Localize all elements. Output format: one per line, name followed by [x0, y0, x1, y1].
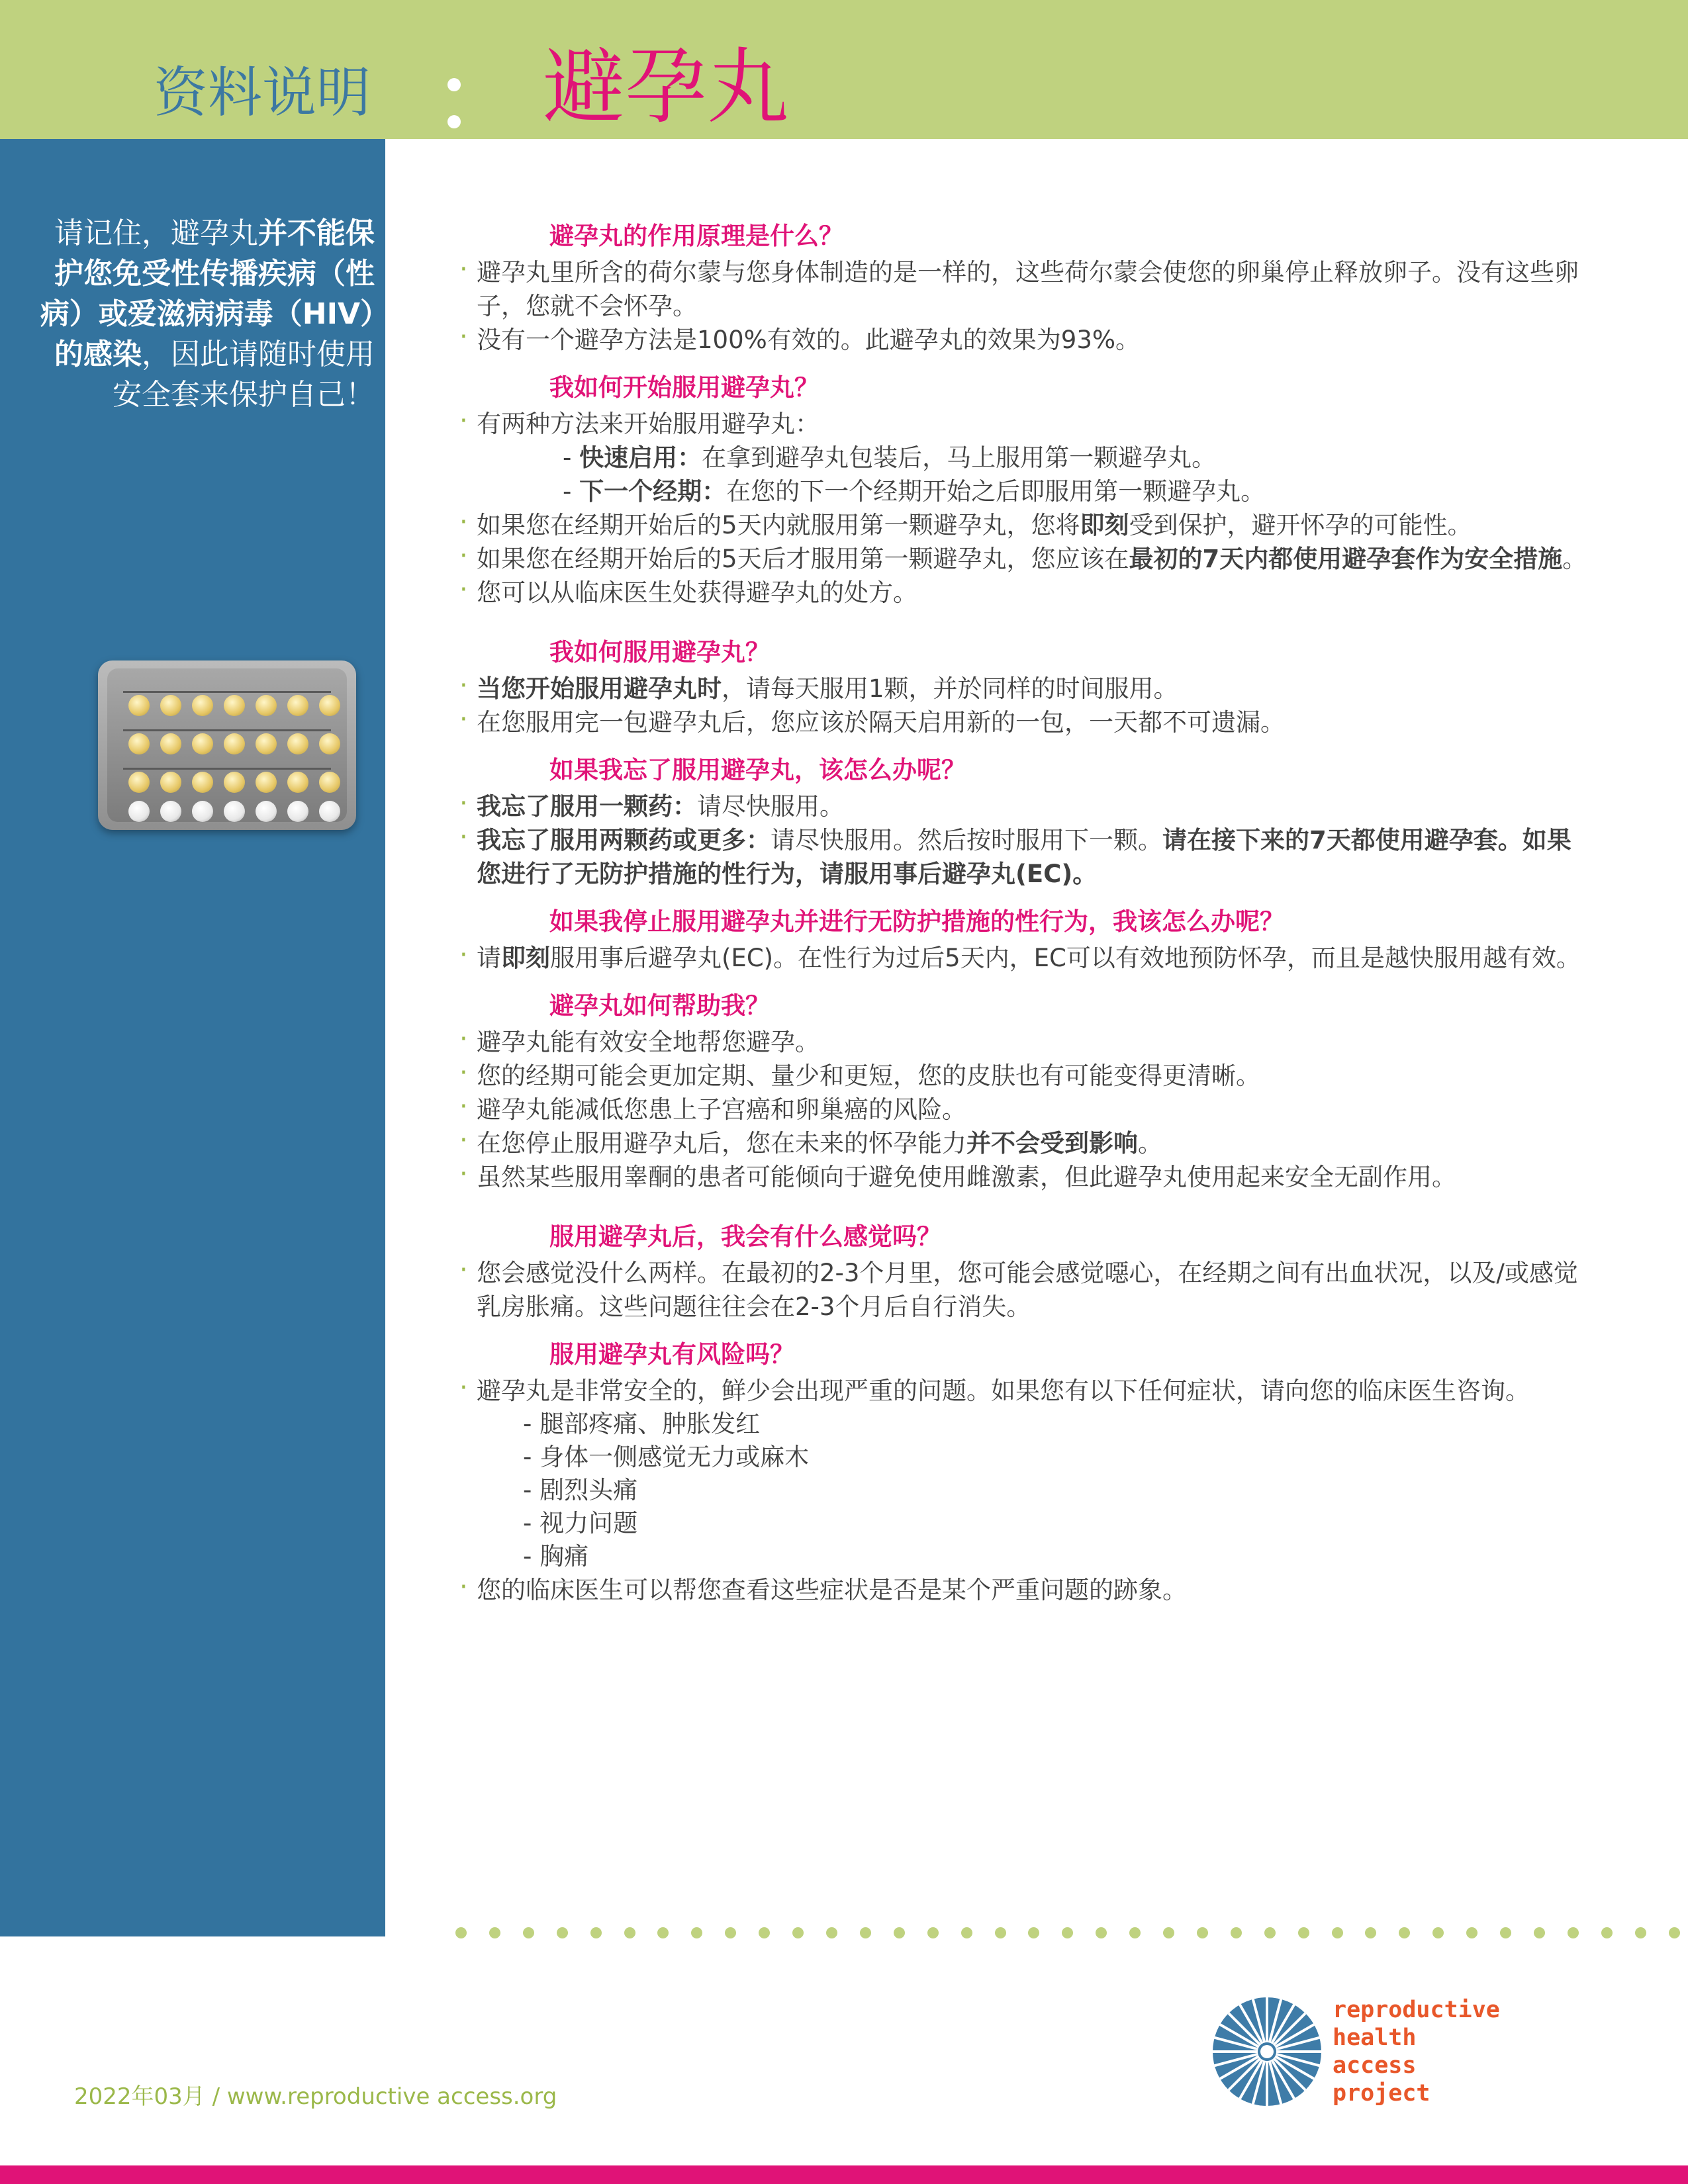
sub-item: [457, 1474, 1595, 1507]
divider-dot: [1197, 1927, 1208, 1938]
text-run: 服用事后避孕丸(EC)。在性行为过后5天内，EC可以有效地预防怀孕，而且是越快服用越有效。: [550, 944, 1581, 972]
bullet-item: [457, 1059, 1595, 1093]
divider-dot: [1432, 1927, 1444, 1938]
divider-dot: [927, 1927, 939, 1938]
faq-section: [457, 751, 1595, 891]
faq-section: [457, 369, 1595, 610]
divider-dot: [1028, 1927, 1039, 1938]
divider-dot: [1298, 1927, 1309, 1938]
text-run: - 身体一侧感觉无力或麻木: [523, 1443, 810, 1471]
bold-text: 快速启用：: [579, 443, 702, 472]
text-run: - 腿部疼痛、肿胀发红: [523, 1410, 761, 1438]
divider-dot: [1365, 1927, 1376, 1938]
divider-dot: [1096, 1927, 1107, 1938]
sub-item: [457, 1441, 1595, 1474]
text-run: ，请每天服用1颗，并於同样的时间服用。: [722, 674, 1178, 703]
page-title: 避孕丸: [543, 40, 790, 135]
divider-dot: [1264, 1927, 1276, 1938]
pill-pack-image: [98, 660, 356, 830]
text-run: 避孕丸能有效安全地帮您避孕。: [477, 1028, 820, 1056]
bullet-item: [457, 790, 1595, 823]
divider-dot: [961, 1927, 972, 1938]
reminder-text: 请记住，避孕丸: [54, 216, 258, 250]
bold-text: 最初的7天内都使用避孕套作为安全措施: [1129, 545, 1563, 573]
faq-section: [457, 633, 1595, 739]
divider-dot: [759, 1927, 770, 1938]
section-heading: 避孕丸的作用原理是什么？: [549, 222, 843, 250]
bullet-item: [457, 323, 1595, 357]
faq-section: [457, 903, 1595, 975]
sub-item: [457, 1408, 1595, 1441]
divider-dot: [826, 1927, 837, 1938]
text-run: 您的临床医生可以帮您查看这些症状是否是某个严重问题的跡象。: [477, 1576, 1187, 1604]
bullet-item: [457, 1374, 1595, 1408]
text-run: - 胸痛: [523, 1542, 589, 1570]
bullet-item: [457, 1256, 1595, 1324]
bullet-item: [457, 255, 1595, 323]
text-run: - 剧烈头痛: [523, 1476, 638, 1504]
section-heading: 避孕丸如何帮助我？: [549, 991, 770, 1020]
main-content: [457, 217, 1595, 1619]
divider-dot: [523, 1927, 534, 1938]
faq-section: [457, 1336, 1595, 1607]
sub-item: [457, 441, 1595, 475]
divider-dot: [1129, 1927, 1141, 1938]
text-run: 在拿到避孕丸包装后，马上服用第一颗避孕丸。: [702, 443, 1217, 472]
text-run: 请尽快服用。: [697, 792, 844, 821]
bullet-item: [457, 407, 1595, 441]
logo-line: health: [1333, 2025, 1417, 2051]
bold-text: 下一个经期：: [579, 477, 727, 506]
bullet-item: [457, 576, 1595, 610]
bold-text: 即刻: [1080, 511, 1129, 539]
section-heading: 我如何开始服用避孕丸？: [549, 373, 819, 402]
divider-dot: [1601, 1927, 1613, 1938]
divider-dot: [1231, 1927, 1242, 1938]
bullet-item: [457, 1126, 1595, 1160]
sub-item: [457, 1540, 1595, 1573]
bullet-item: [457, 508, 1595, 542]
text-run: 您的经期可能会更加定期、量少和更短，您的皮肤也有可能变得更清晰。: [477, 1062, 1260, 1090]
text-run: 如果您在经期开始后的5天内就服用第一颗避孕丸，您将: [477, 511, 1080, 539]
text-run: 。: [1562, 545, 1587, 573]
bullet-item: [457, 1025, 1595, 1059]
divider-dot: [792, 1927, 804, 1938]
text-run: 没有一个避孕方法是100%有效的。此避孕丸的效果为93%。: [477, 326, 1141, 354]
bold-text: 并不会受到影响: [966, 1129, 1138, 1158]
sub-item: [457, 1507, 1595, 1540]
faq-section: [457, 1218, 1595, 1324]
text-run: 在您停止服用避孕丸后，您在未来的怀孕能力: [477, 1129, 966, 1158]
divider-dot: [1466, 1927, 1477, 1938]
text-run: - 视力问题: [523, 1509, 638, 1537]
bullet-item: [457, 672, 1595, 705]
text-run: 受到保护，避开怀孕的可能性。: [1129, 511, 1472, 539]
divider-dot: [894, 1927, 905, 1938]
divider-dot: [860, 1927, 871, 1938]
logo-wordmark: [1333, 1996, 1500, 2107]
bold-text: 我忘了服用两颗药或更多：: [477, 826, 771, 854]
section-heading: 服用避孕丸有风险吗？: [549, 1340, 794, 1369]
divider-dot: [725, 1927, 736, 1938]
bottom-bar: [0, 2165, 1688, 2184]
bold-text: 当您开始服用避孕丸时: [477, 674, 722, 703]
divider-dot: [557, 1927, 568, 1938]
text-run: 虽然某些服用睾酮的患者可能倾向于避免使用雌激素，但此避孕丸使用起来安全无副作用。: [477, 1163, 1456, 1191]
text-run: 请: [477, 944, 501, 972]
divider-dot: [657, 1927, 669, 1938]
logo-line: access: [1333, 2052, 1417, 2079]
divider-dot: [455, 1927, 467, 1938]
bullet-item: [457, 941, 1595, 975]
sidebar-reminder-text: [26, 213, 375, 415]
logo-line: reproductive: [1333, 1997, 1500, 2023]
section-heading: 服用避孕丸后，我会有什么感觉吗？: [549, 1222, 941, 1251]
divider-dot: [624, 1927, 635, 1938]
divider-dot: [995, 1927, 1006, 1938]
divider-dot: [1568, 1927, 1579, 1938]
divider-dot: [1534, 1927, 1545, 1938]
bullet-item: [457, 823, 1595, 891]
bold-text: 请在接下来的7天都使用避孕套。如果您进行了无防护措施的性行为，请服用事后避孕丸(EC)。: [477, 826, 1571, 888]
text-run: 避孕丸能减低您患上子宫癌和卵巢癌的风险。: [477, 1095, 966, 1124]
dotted-divider: [455, 1927, 1680, 1940]
bullet-item: [457, 1160, 1595, 1194]
sunburst-logo-icon: [1211, 1996, 1323, 2107]
divider-dot: [1669, 1927, 1680, 1938]
header-label: 资料说明: [154, 62, 371, 124]
header-colon-dots: [447, 78, 462, 131]
section-heading: 如果我停止服用避孕丸并进行无防护措施的性行为，我该怎么办呢？: [549, 907, 1284, 936]
divider-dot: [1635, 1927, 1646, 1938]
divider-dot: [691, 1927, 702, 1938]
text-run: 避孕丸里所含的荷尔蒙与您身体制造的是一样的，这些荷尔蒙会使您的卵巢停止释放卵子。没有这些卵子，您就不会怀孕。: [477, 258, 1579, 320]
reminder-bold-text: 并不能保护您免受性传播疾病（性病）或爱滋病病毒（HIV）的感染: [40, 216, 375, 371]
bullet-item: [457, 1573, 1595, 1607]
text-run: 在您的下一个经期开始之后即服用第一颗避孕丸。: [726, 477, 1266, 506]
divider-dot: [1500, 1927, 1511, 1938]
section-heading: 我如何服用避孕丸？: [549, 638, 770, 666]
section-heading: 如果我忘了服用避孕丸，该怎么办呢？: [549, 756, 966, 784]
reminder-text: ，因此请随时使用安全套来保护自己！: [113, 338, 375, 412]
header-band: [0, 0, 1688, 139]
sub-item: [457, 475, 1595, 508]
divider-dot: [1399, 1927, 1410, 1938]
faq-section: [457, 987, 1595, 1194]
text-run: 您会感觉没什么两样。在最初的2-3个月里，您可能会感觉噁心，在经期之间有出血状况，以及/或感觉乳房胀痛。这些问题往往会在2-3个月后自行消失。: [477, 1259, 1578, 1321]
text-run: 避孕丸是非常安全的，鲜少会出现严重的问题。如果您有以下任何症状，请向您的临床医生咨询。: [477, 1377, 1530, 1405]
text-run: 。: [1138, 1129, 1162, 1158]
text-run: -: [563, 477, 580, 506]
divider-dot: [1062, 1927, 1073, 1938]
bullet-item: [457, 542, 1595, 576]
divider-dot: [1163, 1927, 1174, 1938]
divider-dot: [489, 1927, 500, 1938]
text-run: 在您服用完一包避孕丸后，您应该於隔天启用新的一包，一天都不可遗漏。: [477, 708, 1285, 737]
text-run: 如果您在经期开始后的5天后才服用第一颗避孕丸，您应该在: [477, 545, 1129, 573]
bullet-item: [457, 1093, 1595, 1126]
divider-dot: [590, 1927, 602, 1938]
bold-text: 即刻: [501, 944, 550, 972]
divider-dot: [1332, 1927, 1343, 1938]
text-run: -: [563, 443, 580, 472]
bullet-item: [457, 705, 1595, 739]
logo-line: project: [1333, 2080, 1430, 2107]
text-run: 有两种方法来开始服用避孕丸：: [477, 410, 820, 438]
text-run: 请尽快服用。然后按时服用下一颗。: [771, 826, 1162, 854]
faq-section: [457, 217, 1595, 357]
footer-date-url: 2022年03月 / www.reproductive access.org: [74, 2083, 557, 2110]
text-run: 您可以从临床医生处获得避孕丸的处方。: [477, 578, 917, 607]
bold-text: 我忘了服用一颗药：: [477, 792, 697, 821]
